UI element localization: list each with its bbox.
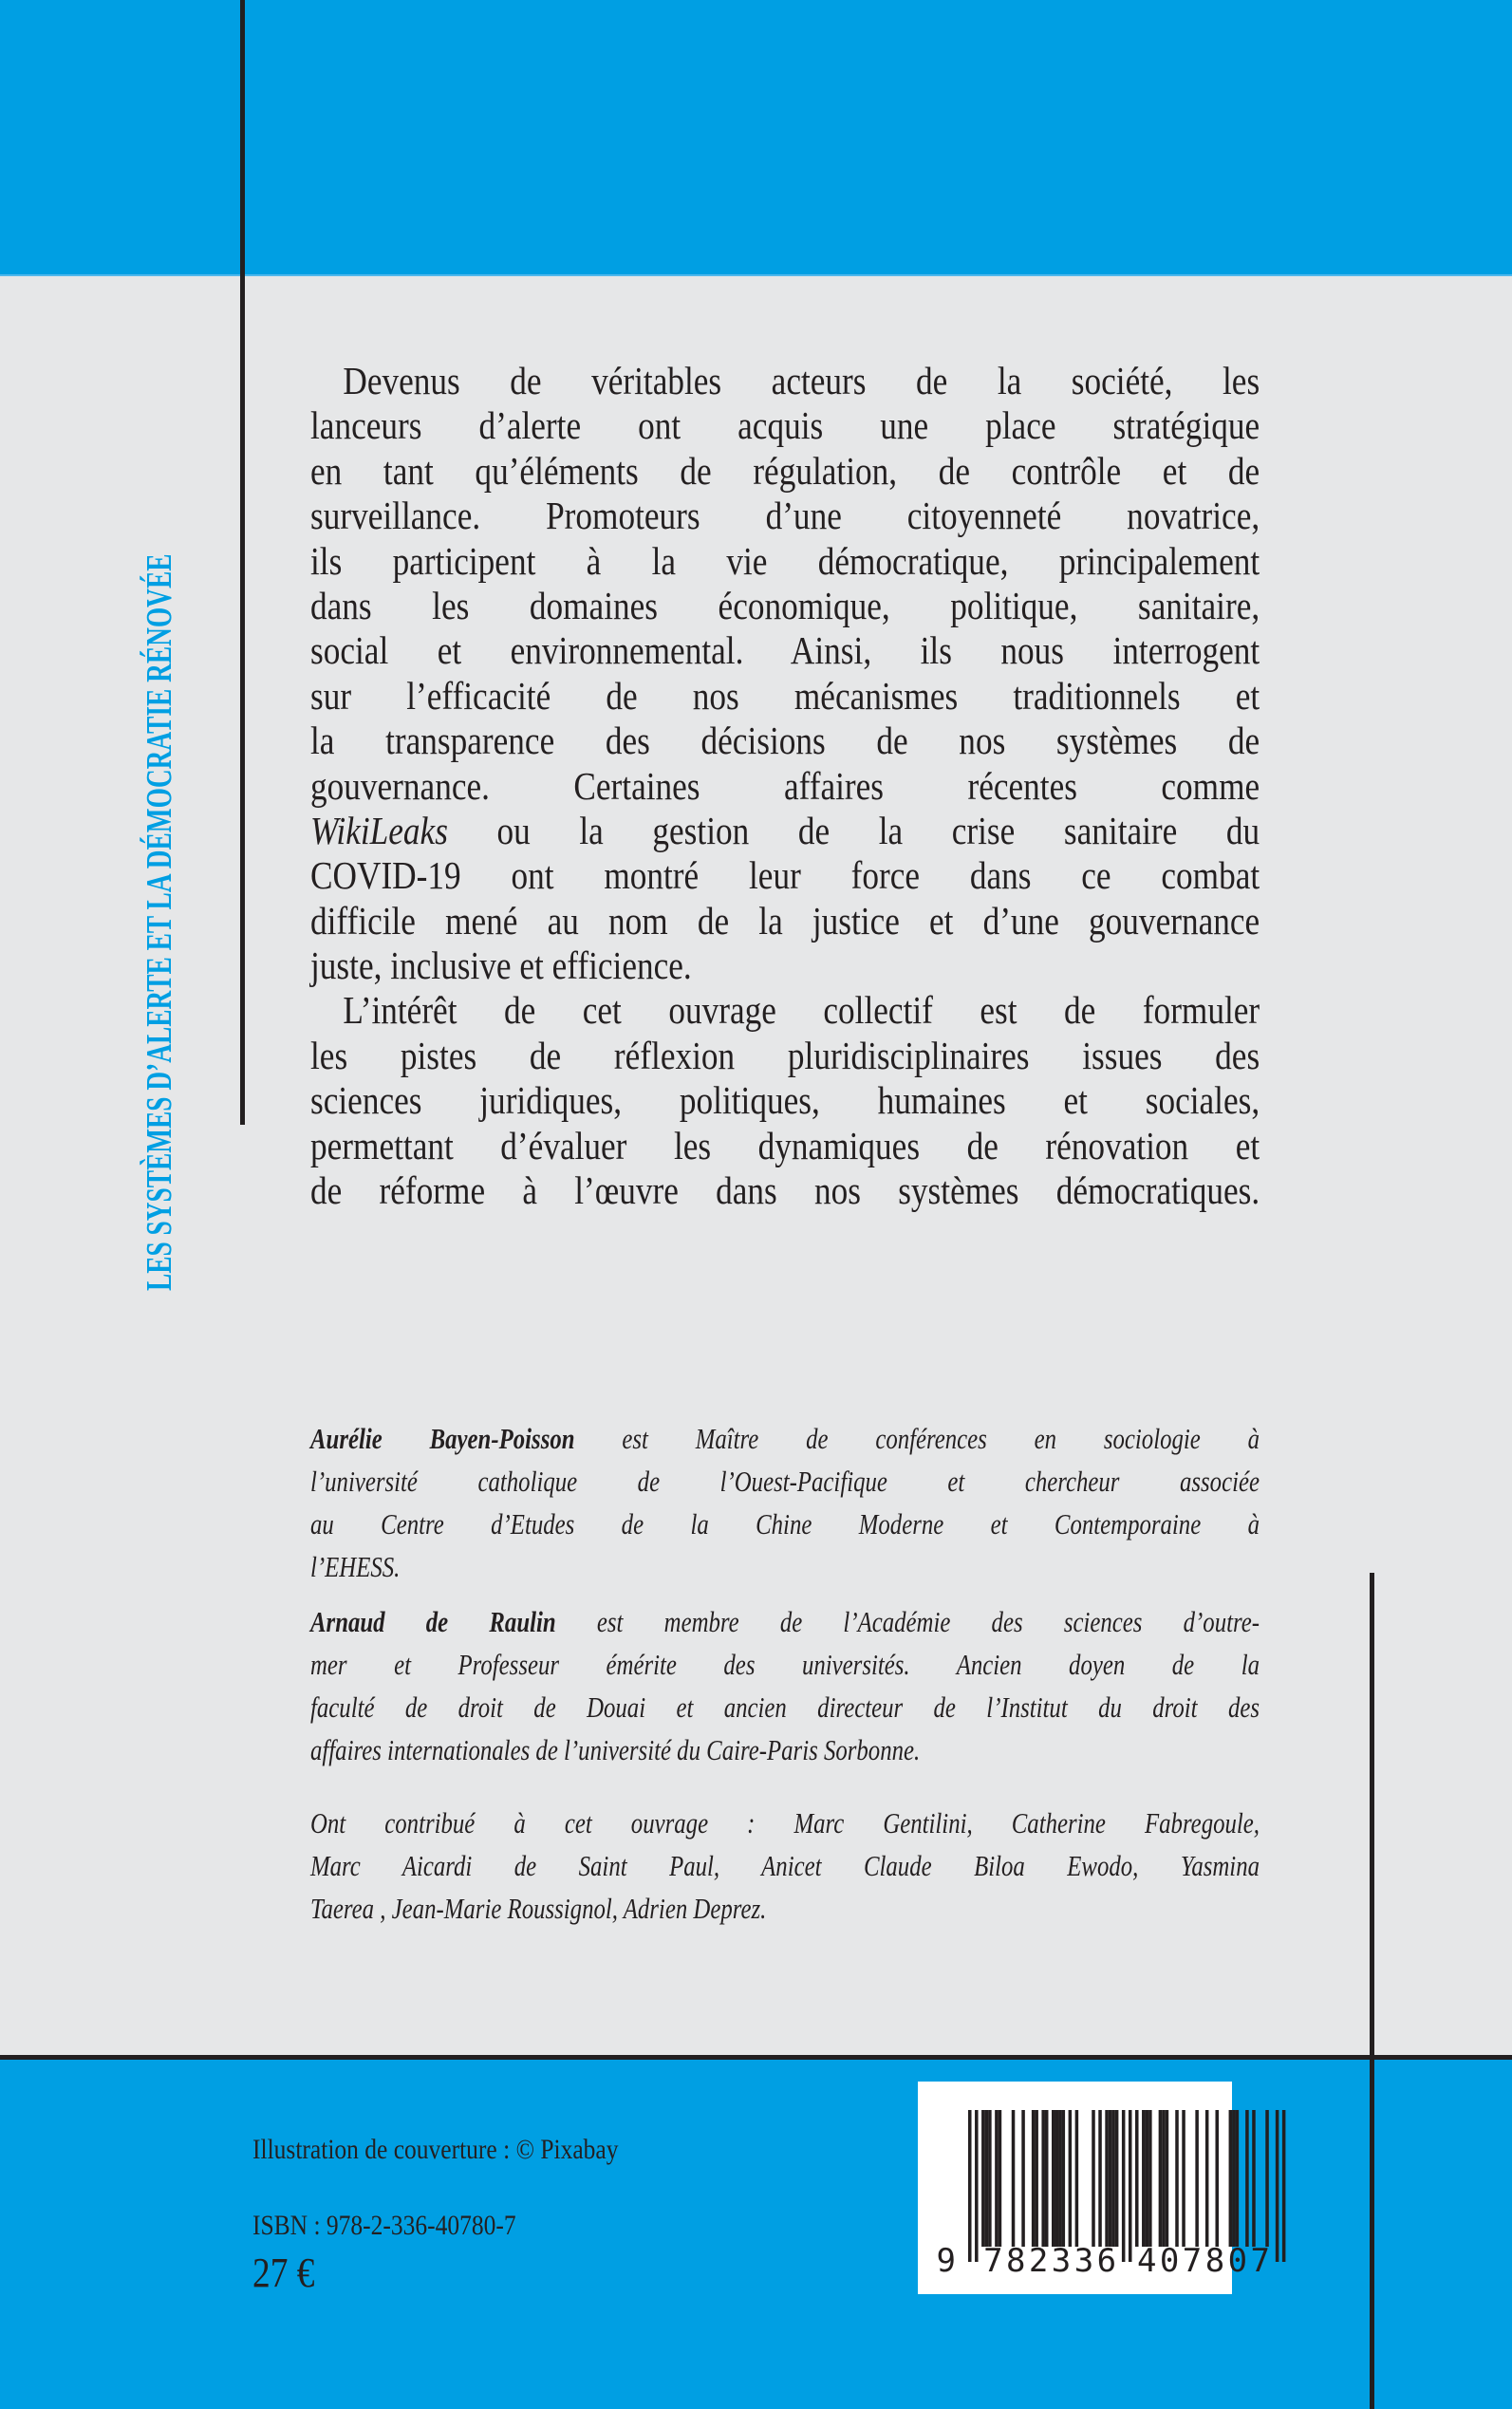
bio-line: au Centre d’Etudes de la Chine Moderne et Contemporaine à [310,1507,1260,1541]
barcode-bar [1282,2110,1286,2262]
barcode-bar [985,2110,989,2247]
barcode-bar [1109,2110,1112,2247]
barcode-bar [1075,2110,1079,2247]
barcode-bar [1205,2110,1209,2247]
author-bios [310,1417,1260,1930]
blurb-line: ils participent à la vie démocratique, principalement [310,538,1260,583]
barcode-bar [1175,2110,1179,2247]
blurb-line: lanceurs d’alerte ont acquis une place stratégique [310,403,1260,448]
barcode-bar [1245,2110,1249,2247]
bio-line: faculté de droit de Douai et ancien directeur de l’Institut du droit des [310,1690,1260,1724]
bio-text: est membre de l’Académie des sciences d’outre- [555,1605,1260,1638]
barcode-digits: 407807 [1137,2242,1270,2280]
back-matter [252,2134,683,2297]
contributors-line: Ont contribué à cet ouvrage : Marc Gentilini, Catherine Fabregoule, [310,1806,1260,1839]
barcode-bar [1032,2110,1036,2247]
barcode-bar [1265,2110,1269,2247]
barcode-bar [1148,2110,1152,2247]
barcode-bar [995,2110,999,2247]
barcode-bar [1035,2110,1038,2247]
contributors-line: Marc Aicardi de Saint Paul, Anicet Claude Biloa Ewodo, Yasmina [310,1849,1260,1882]
barcode-bar [1229,2110,1233,2247]
barcode-bar [1129,2110,1132,2262]
barcode-bar [1055,2110,1059,2247]
barcode-bar [1058,2110,1062,2247]
spine-rule-right [1370,1573,1374,2409]
bio-line: mer et Professeur émérite des universités. Ancien doyen de la [310,1648,1260,1681]
barcode-bar [1041,2110,1045,2247]
barcode-bar [1146,2110,1149,2247]
blurb-line: sur l’efficacité de nos mécanismes traditionnels et [310,673,1260,718]
barcode [918,2082,1270,2294]
barcode-bar [988,2110,992,2247]
price: 27 € [252,2250,315,2296]
barcode-bar [1098,2110,1102,2247]
barcode-bar [1252,2110,1256,2247]
barcode-bar [1215,2110,1219,2247]
spacer [310,1771,1260,1802]
blurb-line: surveillance. Promoteurs d’une citoyenneté novatrice, [310,494,1260,538]
author-name: Aurélie Bayen-Poisson [310,1422,575,1455]
barcode-bar [1092,2110,1095,2247]
barcode-bar [1135,2110,1139,2247]
blurb-line: les pistes de réflexion pluridisciplinaires issues des [310,1033,1260,1077]
blurb-line: juste, inclusive et efficience. [310,943,692,988]
blurb-line: permettant d’évaluer les dynamiques de rénovation et [310,1123,1260,1167]
bio-line: l’université catholique de l’Ouest-Pacifique et chercheur associée [310,1465,1260,1498]
spacer [310,1588,1260,1600]
barcode-bar [1276,2110,1279,2262]
barcode-digits: 782336 [983,2242,1117,2280]
bio-line [310,1417,1260,1460]
blurb-line: de réforme à l’œuvre dans nos systèmes démocratiques. [310,1168,1260,1213]
author-name: Arnaud de Raulin [310,1605,556,1638]
barcode-bar [1236,2110,1240,2247]
contributors-line: Taerea , Jean-Marie Roussignol, Adrien Deprez. [310,1892,767,1925]
bio-text: est Maître de conférences en sociologie à [574,1422,1260,1455]
barcode-bar [1232,2110,1236,2247]
barcode-bar [1052,2110,1055,2247]
top-color-band [0,0,1512,276]
barcode-bar [1115,2110,1119,2247]
barcode-bar [1142,2110,1146,2247]
blurb-line [310,809,1260,853]
barcode-bar [1195,2110,1199,2247]
barcode-bar [1166,2110,1169,2247]
blurb [310,359,1260,1213]
spine-title [140,329,178,1516]
barcode-bar [968,2110,972,2262]
spine-title-text: LES SYSTÈMES D’ALERTE ET LA DÉMOCRATIE RÉNOVÉE [140,553,179,1292]
barcode-bar [1182,2110,1185,2247]
bio-line [310,1600,1260,1643]
barcode-bar [1159,2110,1163,2247]
barcode-bar [1122,2110,1126,2262]
barcode-bar [999,2110,1002,2247]
barcode-bar [1012,2110,1016,2247]
barcode-bar [1069,2110,1073,2247]
barcode-bar [981,2110,985,2247]
blurb-line: Devenus de véritables acteurs de la société, les [343,359,1260,402]
blurb-line: gouvernance. Certaines affaires récentes comme [310,763,1260,808]
spine-rule-left [240,0,245,1125]
blurb-line: social et environnemental. Ainsi, ils nous interrogent [310,628,1260,673]
barcode-bar [1045,2110,1049,2247]
bio-line: l’EHESS. [310,1550,401,1583]
blurb-line: COVID-19 ont montré leur force dans ce combat [310,853,1260,898]
barcode-bar [1105,2110,1109,2247]
barcode-bar [975,2110,979,2262]
barcode-bar [1021,2110,1025,2247]
barcode-graphic [918,2082,1270,2294]
barcode-bar [1162,2110,1166,2247]
blurb-line: la transparence des décisions de nos systèmes de [310,719,1260,763]
italic-term: WikiLeaks [310,808,448,852]
blurb-line: dans les domaines économique, politique, sanitaire, [310,583,1260,627]
blurb-line-rest: ou la gestion de la crise sanitaire du [496,808,1260,852]
bio-line: affaires internationales de l’université du Caire-Paris Sorbonne. [310,1733,921,1766]
blurb-line: en tant qu’éléments de régulation, de contrôle et de [310,448,1260,493]
illustration-credit: Illustration de couverture : © Pixabay [252,2134,619,2165]
isbn: ISBN : 978-2-336-40780-7 [252,2210,516,2241]
barcode-bar [1062,2110,1066,2247]
barcode-digits: 9 [936,2242,956,2280]
blurb-line: difficile mené au nom de la justice et d’une gouvernance [310,898,1260,943]
barcode-bar [1111,2110,1115,2247]
blurb-line: L’intérêt de cet ouvrage collectif est de formuler [343,988,1260,1033]
blurb-line: sciences juridiques, politiques, humaines et sociales, [310,1078,1260,1123]
